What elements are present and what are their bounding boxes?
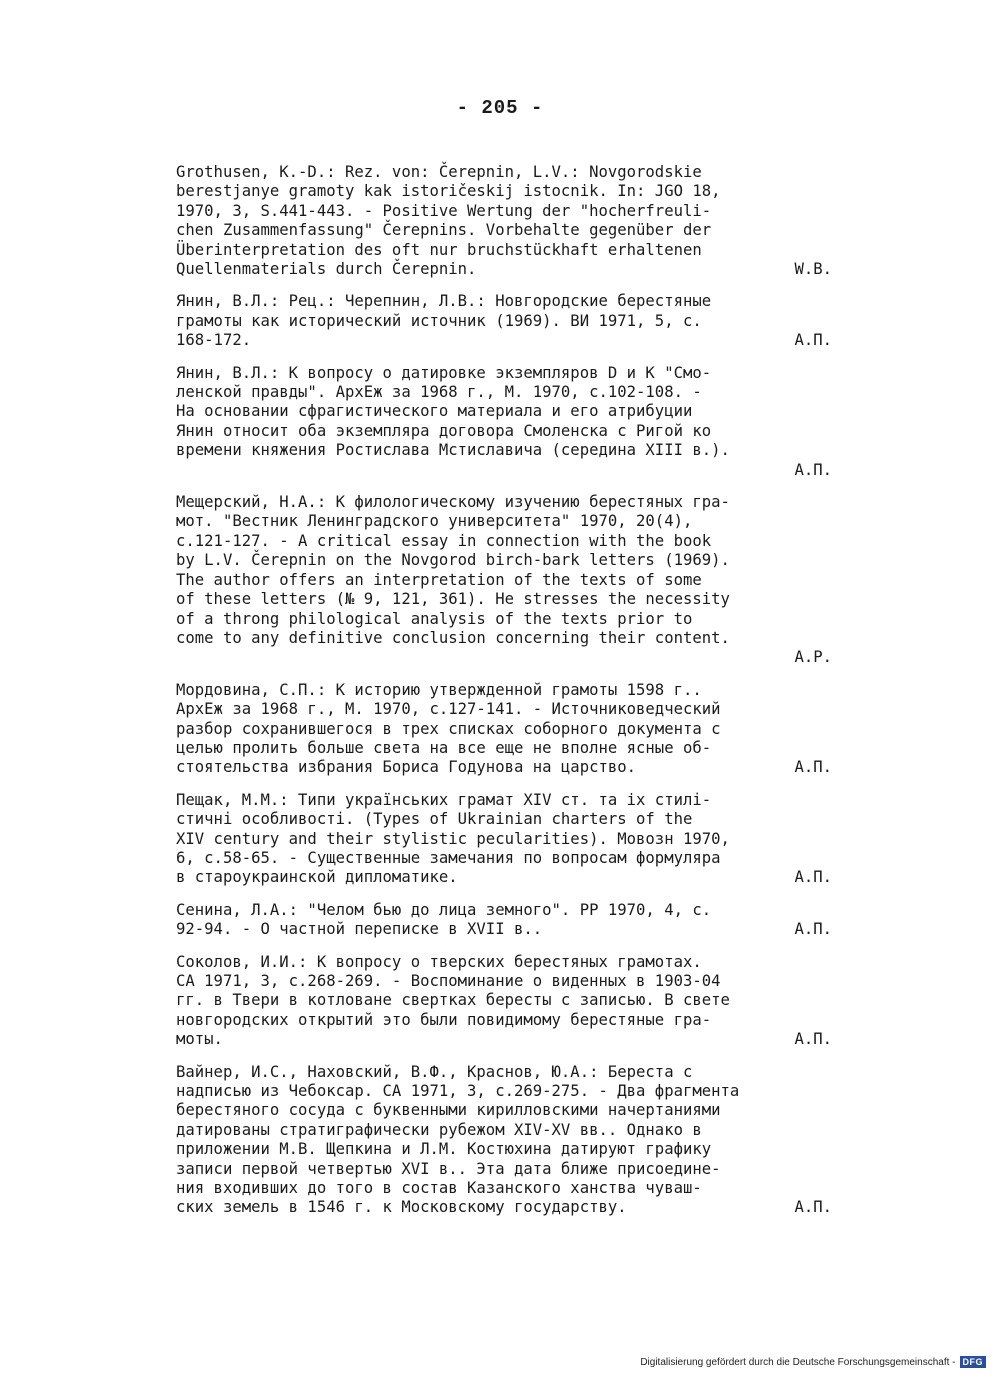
entry-line: berestjanye gramoty kak istoričeskij istocnik. In: JGO 18, [176, 182, 721, 201]
entry-line: стоятельства избрания Бориса Годунова на царство. А.П. [176, 758, 832, 777]
entry-line: The author offers an interpretation of the texts of some [176, 570, 702, 589]
reviewer-initials: A.P. [794, 648, 832, 667]
entry-line: Соколов, И.И.: К вопросу о тверских берестяных грамотах. [176, 952, 702, 971]
entry-line: берестяного сосуда с буквенными кирилловскими начертаниями [176, 1101, 721, 1120]
entry-line: с.121-127. - A critical essay in connection with the book [176, 531, 712, 550]
entry-line: Янин, В.Л.: К вопросу о датировке экземпляров D и К "Смо- [176, 363, 712, 382]
entry-line: Янин относит оба экземпляра договора Смоленска с Ригой ко [176, 421, 712, 440]
entry-line: новгородских открытий это были повидимому берестяные гра- [176, 1010, 712, 1029]
entry-line: 6, с.58-65. - Существенные замечания по вопросам формуляра [176, 848, 721, 867]
entry-line: Пещак, М.М.: Типи українських грамат XIV ст. та ix стилі- [176, 790, 712, 809]
entry-line: в староукраинской дипломатике. А.П. [176, 868, 832, 887]
bibliography-entry [176, 953, 876, 1050]
dfg-logo: DFG [960, 1356, 987, 1368]
bibliography-entry [176, 901, 876, 940]
entry-line: Überinterpretation des oft nur bruchstückhaft erhaltenen [176, 240, 702, 259]
entry-line: of a throng philological analysis of the texts prior to [176, 609, 693, 628]
reviewer-initials: А.П. [794, 920, 832, 939]
entry-line: 1970, 3, S.441-443. - Positive Wertung der "hocherfreuli- [176, 201, 712, 220]
entry-line: На основании сфрагистического материала и его атрибуции [176, 402, 693, 421]
bibliography-entry [176, 1063, 876, 1218]
bibliography-entries [176, 163, 876, 1231]
bibliography-entry [176, 681, 876, 778]
entry-line: ленской правды". АрхЕж за 1968 г., М. 1970, с.102-108. - [176, 383, 702, 402]
reviewer-initials: А.П. [794, 1198, 832, 1217]
reviewer-initials: А.П. [794, 758, 832, 777]
entry-line: Янин, В.Л.: Рец.: Черепнин, Л.В.: Новгородские берестяные [176, 292, 712, 311]
entry-line: by L.V. Čerepnin on the Novgorod birch-bark letters (1969). [176, 551, 730, 570]
reviewer-initials: А.П. [794, 331, 832, 350]
entry-line: приложении М.В. Щепкина и Л.М. Костюхина датируют графику [176, 1140, 712, 1159]
footer-text: Digitalisierung gefördert durch die Deutsche Forschungsgemeinschaft - [640, 1356, 956, 1368]
entry-line: гг. в Твери в котловане свертках бересты с записью. В свете [176, 991, 730, 1010]
entry-line: записи первой четвертью XVI в.. Эта дата ближе присоедине- [176, 1159, 721, 1178]
bibliography-entry [176, 364, 876, 480]
entry-line: мот. "Вестник Ленинградского университета" 1970, 20(4), [176, 512, 693, 531]
entry-line: come to any definitive conclusion concerning their content. [176, 628, 730, 647]
entry-line: времени княжения Ростислава Мстиславича (середина XIII в.). [176, 441, 730, 460]
entry-line: chen Zusammenfassung" Čerepnins. Vorbehalte gegenüber der [176, 221, 712, 240]
entry-line: 92-94. - О частной переписке в XVII в.. А.П. [176, 920, 832, 939]
entry-line: Grothusen, K.-D.: Rez. von: Čerepnin, L.V.: Novgorodskie [176, 163, 702, 181]
reviewer-initials: W.B. [794, 260, 832, 279]
entry-line: грамоты как исторический источник (1969). ВИ 1971, 5, с. [176, 311, 702, 330]
bibliography-entry [176, 493, 876, 668]
entry-line: датированы стратиграфически рубежом XIV-XV вв.. Однако в [176, 1120, 702, 1139]
entry-line: целью пролить больше света на все еще не вполне ясные об- [176, 738, 712, 757]
entry-line: Вайнер, И.С., Наховский, В.Ф., Краснов, Ю.А.: Береста с [176, 1062, 693, 1081]
entry-line: АрхЕж за 1968 г., М. 1970, с.127-141. - Источниковедческий [176, 700, 721, 719]
bibliography-entry [176, 163, 876, 279]
entry-line: моты. А.П. [176, 1030, 832, 1049]
entry-line: XIV century and their stylistic pecularities). Мовозн 1970, [176, 829, 730, 848]
entry-line: СА 1971, 3, с.268-269. - Воспоминание о виденных в 1903-04 [176, 972, 721, 990]
entry-line: ния входивших до того в состав Казанского ханства чуваш- [176, 1179, 702, 1198]
entry-line: ских земель в 1546 г. к Московскому государству. А.П. [176, 1198, 832, 1217]
entry-line: надписью из Чебоксар. СА 1971, 3, с.269-275. - Два фрагмента [176, 1082, 740, 1101]
reviewer-initials: А.П. [794, 460, 832, 479]
bibliography-entry [176, 791, 876, 888]
page-number: - 205 - [456, 97, 544, 119]
entry-line: Мещерский, Н.А.: К филологическому изучению берестяных гра- [176, 493, 730, 512]
entry-line: Quellenmaterials durch Čerepnin. W.B. [176, 260, 832, 279]
entry-line: of these letters (№ 9, 121, 361). He stresses the necessity [176, 590, 730, 609]
entry-line: Сенина, Л.А.: "Челом бью до лица земного". РР 1970, 4, с. [176, 900, 712, 919]
entry-line: 168-172. А.П. [176, 331, 832, 350]
footer [640, 1356, 986, 1368]
entry-line: разбор сохранившегося в трех списках соборного документа с [176, 719, 721, 738]
reviewer-initials: А.П. [794, 868, 832, 887]
entry-line: Мордовина, С.П.: К историю утвержденной грамоты 1598 г.. [176, 680, 702, 699]
bibliography-entry [176, 292, 876, 350]
reviewer-initials: А.П. [794, 1030, 832, 1049]
entry-line: стичні особливості. (Types of Ukrainian charters of the [176, 810, 693, 829]
